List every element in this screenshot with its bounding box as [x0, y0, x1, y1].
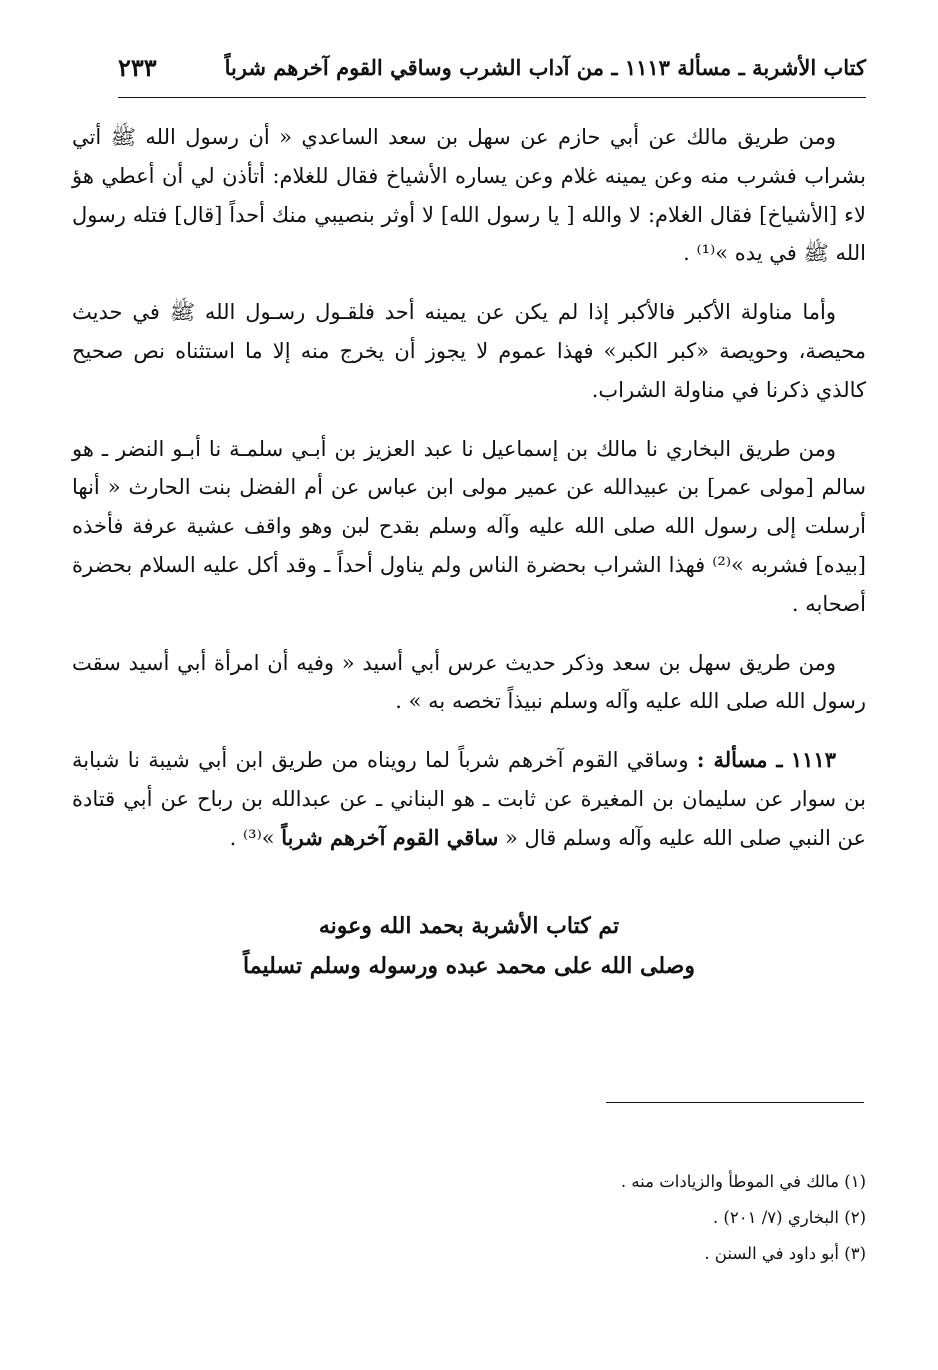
- footnote-divider: [606, 1102, 864, 1103]
- masala-quote: ساقي القوم آخرهم شرباً: [281, 824, 499, 850]
- paragraph-3: ومن طريق البخاري نا مالك بن إسماعيل نا عبد العزيز بن أبـي سلمـة نا أبـو النضر ـ هو سالم [مولى عمر] بن عبيدالله عن عمير مولى ابن عباس عن أم الفضل بنت الحارث « أنها أرسلت إلى رسول الله صلى الله عليه وآله وسلم بقدح لبن وهو واقف عشية عرفة فأخذه [بيده] فشربه »⁽²⁾ فهذا الشراب بحضرة الناس ولم يناول أحداً ـ وقد أكل عليه السلام بحضرة أصحابه .: [72, 436, 866, 616]
- paragraph-4: ومن طريق سهل بن سعد وذكر حديث عرس أبي أسيد « وفيه أن امرأة أبي أسيد سقت رسول الله صلى الله عليه وآله وسلم نبيذاً تخصه به » .: [72, 650, 866, 714]
- footnotes: [300, 1164, 866, 1272]
- colophon-line-1: تم كتاب الأشربة بحمد الله وعونه: [318, 913, 620, 939]
- header-divider: [118, 97, 866, 98]
- page-number: ٢٣٣: [118, 52, 157, 82]
- masala-paragraph: [72, 741, 866, 857]
- masala-text: وساقي القوم آخرهم شرباً لما رويناه من طريق ابن أبي شيبة نا شبابة بن سوار عن سليمان بن المغيرة عن ثابت ـ هو البناني ـ عن عبدالله بن رباح عن أبي قتادة عن النبي صلى الله عليه وآله وسلم قال «: [72, 748, 866, 850]
- main-text: [72, 118, 866, 878]
- footnote-1: (١) مالك في الموطأ والزيادات منه .: [620, 1172, 866, 1191]
- paragraph-1: ومن طريق مالك عن أبي حازم عن سهل بن سعد الساعدي « أن رسول الله ﷺ أتي بشراب فشرب منه وعن يمينه غلام وعن يساره الأشياخ فقال للغلام: أتأذن لي أن أعطي هؤ لاء [الأشياخ] فقال الغلام: لا والله [ يا رسول الله] لا أوثر بنصيبي منك أحداً [قال] فتله رسول الله ﷺ في يده »⁽¹⁾ .: [72, 125, 866, 266]
- footnote-3: (٣) أبو داود في السنن .: [704, 1244, 866, 1263]
- closing-colophon: [72, 906, 866, 986]
- masala-number: ١١١٣: [790, 747, 836, 773]
- running-title: كتاب الأشربة ـ مسألة ١١١٣ ـ من آداب الشرب وساقي القوم آخرهم شرباً: [224, 54, 866, 80]
- colophon-line-2: وصلى الله على محمد عبده ورسوله وسلم تسليماً: [243, 953, 695, 979]
- footnote-2: (٢) البخاري (٧/ ٢٠١) .: [712, 1208, 866, 1227]
- masala-tail: »⁽³⁾ .: [229, 825, 275, 850]
- paragraph-2: وأما مناولة الأكبر فالأكبر إذا لم يكن عن يمينه أحد فلقـول رسـول الله ﷺ في حديث محيصة، وحويصة «كبر الكبر» فهذا عموم لا يجوز أن يخرج منه إلا ما استثناه نص صحيح كالذي ذكرنا في مناولة الشراب.: [72, 300, 866, 402]
- masala-label: ـ مسألة :: [696, 747, 783, 773]
- page-header: [118, 42, 866, 92]
